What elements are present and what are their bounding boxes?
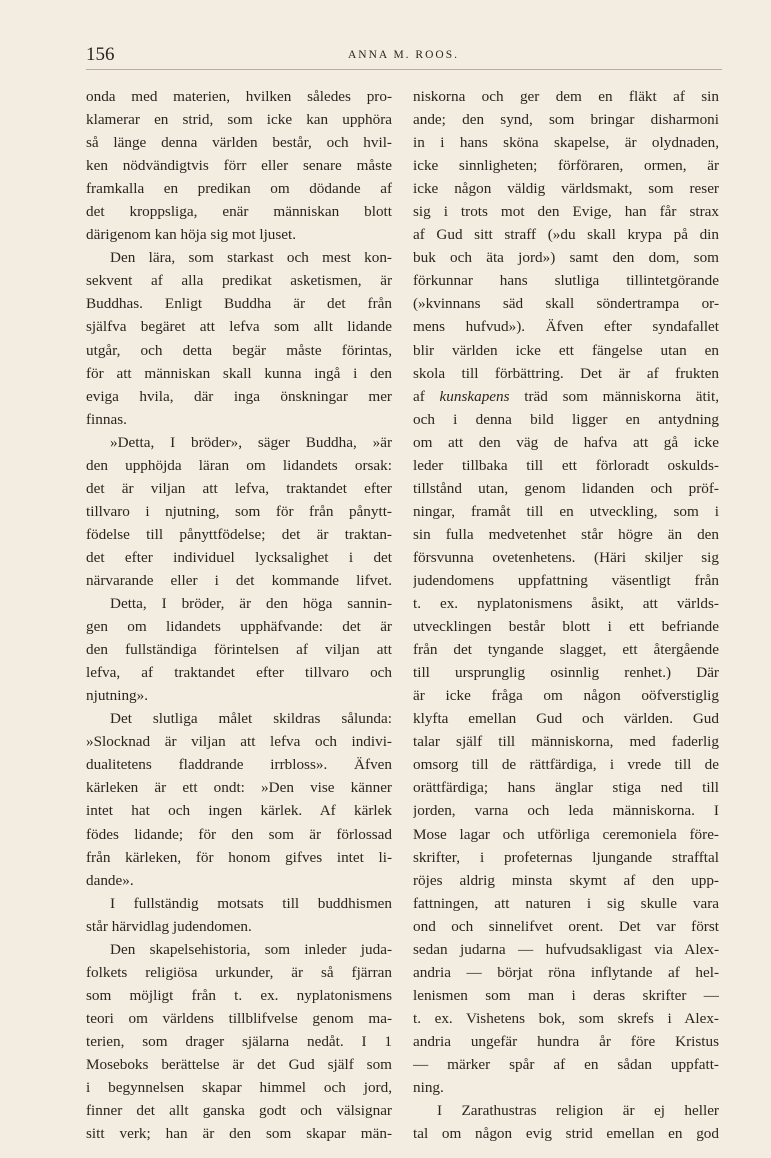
page-number: 156 <box>86 44 115 65</box>
text-line: andria — börjat röna inflytande af hel- <box>413 963 719 981</box>
text-line: förkunnar hans slutliga tillintetgörande <box>413 272 719 290</box>
text-line: tillstånd utan, genom lidanden och pröf- <box>413 479 719 497</box>
text-line: står härvidlag judendomen. <box>86 917 252 935</box>
text-line: eviga hvila, där inga önskningar mer <box>86 387 392 405</box>
text-line: den upphöjda läran om lidandets orsak: <box>86 456 392 474</box>
text-line: dualitetens fladdrande irrbloss». Äfven <box>86 756 392 774</box>
text-line: icke sinnligheten; förföraren, ormen, är <box>413 157 719 175</box>
text-line: ning. <box>413 1079 444 1097</box>
text-line: i begynnelsen skapar himmel och jord, <box>86 1079 392 1097</box>
text-line: försvunna ovetenhetens. (Häri skiljer sig <box>413 548 719 566</box>
text-line: t. ex. nyplatonismens åsikt, att världs- <box>413 595 719 613</box>
text-line: t. ex. Vishetens bok, som skrefs i Alex- <box>413 1009 719 1027</box>
text-line: blir världen icke ett fängelse utan en <box>413 341 719 359</box>
text-line: lefva, af traktandet efter tillvaro och <box>86 664 392 682</box>
text-line: som möjligt från t. ex. nyplatonismens <box>86 986 392 1004</box>
left-column <box>86 85 392 1145</box>
text-line: Det slutliga målet skildras sålunda: <box>110 710 392 728</box>
text-line: leder tillbaka till ett förloradt oskulds- <box>413 456 719 474</box>
text-line: det kroppsliga, enär människan blott <box>86 203 392 221</box>
text-line: kärleken är ett ondt: »Den vise känner <box>86 779 392 797</box>
header-rule <box>86 69 722 70</box>
text-line: utvecklingen består blott i ett befriande <box>413 618 719 636</box>
text-line: sedan judarna — hufvudsakligast via Alex- <box>413 940 719 958</box>
text-line: buk och äta jord») samt den dom, som <box>413 249 719 267</box>
text-line: terien, som drager själarna nedåt. I 1 <box>86 1032 392 1050</box>
text-line: omsorg till de rättfärdiga, i vrede till de <box>413 756 719 774</box>
text-line: finner det allt ganska godt och välsignar <box>86 1102 392 1120</box>
text-line: från det tyngande slagget, ett återgående <box>413 641 719 659</box>
text-line: »Detta, I bröder», säger Buddha, »är <box>110 433 392 451</box>
text-line: judendomens uppfattning väsentligt från <box>413 571 719 589</box>
text-line: det är viljan att lefva, traktandet efter <box>86 479 392 497</box>
text-line: (»kvinnans säd skall söndertrampa or- <box>413 295 719 313</box>
text-line: onda med materien, hvilken således pro- <box>86 88 392 105</box>
text-line: närvarande eller i det kommande lifvet. <box>86 571 392 589</box>
text-line: födes lidande; för den som är förlossad <box>86 825 392 843</box>
text-line: därigenom kan höja sig mot ljuset. <box>86 226 297 244</box>
text-line: Den skapelsehistoria, som inleder juda- <box>110 940 392 958</box>
text-line: folkets religiösa urkunder, är så fjärran <box>86 963 392 981</box>
text-line: ningar, framåt till en utveckling, som i <box>413 502 719 520</box>
text-line: Buddhas. Enligt Buddha är det från <box>86 295 392 313</box>
right-column <box>413 85 719 1145</box>
text-line: tillvaro i njutning, som för från pånytt- <box>86 502 392 520</box>
text-line: klyfta emellan Gud och världen. Gud <box>413 710 719 728</box>
text-line: Detta, I bröder, är den höga sannin- <box>110 595 392 613</box>
text-line: mens hufvud»). Äfven efter syndafallet <box>413 318 719 336</box>
text-line: sekvent af alla predikat asketismen, är <box>86 272 392 290</box>
text-line: gen om lidandets upphäfvande: det är <box>86 618 392 636</box>
text-line: icke någon väldig världsmakt, som reser <box>413 180 719 198</box>
text-line: klamerar en strid, som icke kan upphöra <box>86 111 392 129</box>
text-line: intet hat och ingen kärlek. Af kärlek <box>86 802 392 820</box>
page-header <box>86 44 722 68</box>
text-line: tal om någon evig strid emellan en god <box>413 1125 719 1143</box>
text-line: till ursprunglig osinnlig renhet.) Där <box>413 664 719 682</box>
text-line: af Gud sitt straff (»du skall krypa på din <box>413 226 719 244</box>
text-line: I fullständig motsats till buddhismen <box>110 894 392 912</box>
text-line: själfva begäret att lefva som allt lidande <box>86 318 392 336</box>
text-line: in i hans sköna skapelse, är olydnaden, <box>413 134 719 152</box>
text-line: ond och sinnelifvet orent. Det var först <box>413 917 719 935</box>
text-line: — märker spår af en sådan uppfatt- <box>413 1055 719 1073</box>
text-line: jorden, varna och leda människorna. I <box>413 802 719 820</box>
text-line: Mose lagar och utförliga ceremoniela före- <box>413 825 719 843</box>
text-line: röjes aldrig minsta skymt af den upp- <box>413 871 719 889</box>
text-line: Moseboks berättelse är det Gud själf som <box>86 1055 392 1073</box>
text-line: finnas. <box>86 410 127 428</box>
text-line: om att den väg de hafva att gå icke <box>413 433 719 451</box>
text-line: fattningen, att naturen i sig skulle vara <box>413 894 719 912</box>
text-line: orättfärdiga; hans änglar stiga ned till <box>413 779 719 797</box>
text-line: den fullständiga förintelsen af viljan att <box>86 641 392 659</box>
italic-word: kunskapens <box>439 387 510 405</box>
text-line: andria ungefär hundra år före Kristus <box>413 1032 719 1050</box>
text-line: utgår, och detta begär måste förintas, <box>86 341 392 359</box>
running-title: ANNA M. ROOS. <box>348 49 459 61</box>
text-line: så länge denna världen består, och hvil- <box>86 134 392 152</box>
text-line: är icke fråga om någon oöfverstiglig <box>413 687 719 705</box>
text-line: talar själf till människorna, med faderlig <box>413 733 719 751</box>
text-line: I Zarathustras religion är ej heller <box>437 1102 719 1120</box>
text-line: sig i trots mot den Evige, han får strax <box>413 203 719 221</box>
text-line: teori om världens tillblifvelse genom ma- <box>86 1009 392 1027</box>
text-line: för att människan skall kunna ingå i den <box>86 364 392 382</box>
text-line: sin fulla medvetenhet står högre än den <box>413 525 719 543</box>
text-line: ande; den synd, som bringar disharmoni <box>413 111 719 129</box>
text-line: niskorna och ger dem en fläkt af sin <box>413 88 719 105</box>
text-line: och i denna bild ligger en antydning <box>413 410 719 428</box>
text-line: dande». <box>86 871 134 889</box>
text-line: af kunskapens träd som människorna ätit, <box>413 387 719 405</box>
text-line: Den lära, som starkast och mest kon- <box>110 249 392 267</box>
text-line: sitt verk; han är den som skapar män- <box>86 1125 392 1143</box>
text-line: »Slocknad är viljan att lefva och indivi- <box>86 733 392 751</box>
text-line: det efter individuel lycksalighet i det <box>86 548 392 566</box>
text-line: från kärleken, för honom gifves intet li- <box>86 848 392 866</box>
text-line: skrifter, i profeternas ljungande strafftal <box>413 848 719 866</box>
text-line: skola till förbättring. Det är af frukten <box>413 364 719 382</box>
text-line: födelse till pånyttfödelse; det är traktan- <box>86 525 392 543</box>
text-line: njutning». <box>86 687 149 705</box>
text-line: framkalla en predikan om dödande af <box>86 180 392 198</box>
text-line: ken nödvändigtvis förr eller senare måste <box>86 157 392 175</box>
text-line: lenismen som man i deras skrifter — <box>413 986 719 1004</box>
